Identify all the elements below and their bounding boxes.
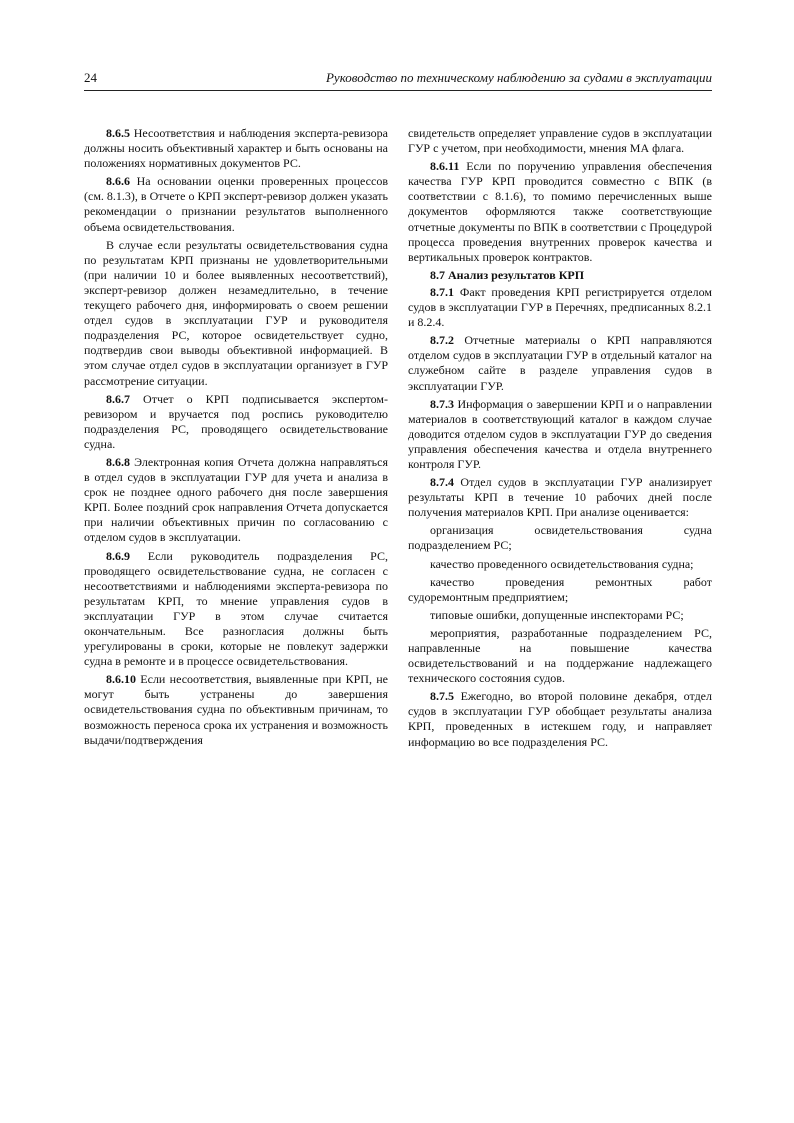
list-item-measures: мероприятия, разработанные подразделением РС, направленные на повышение качества освидетельствований и на поддержание надлежащего технического состояния судов. [408,625,712,686]
paragraph-8-7-2: 8.7.2 Отчетные материалы о КРП направляются отделом судов в эксплуатации ГУР в отдельный каталог на служебном сайте в разделе управления судов в эксплуатации ГУР. [408,333,712,393]
paragraph-8-6-10: 8.6.10 Если несоответствия, выявленные при КРП, не могут быть устранены до завершения освидетельствования судна по объективным причинам, то возможность переноса срока их устранения и возможность выдачи/подтверждения [84,672,388,747]
list-item-organization: организация освидетельствования судна подразделением РС; [408,523,712,553]
page-header [84,70,712,91]
paragraph-8-7-1: 8.7.1 Факт проведения КРП регистрируется отделом судов в эксплуатации ГУР в Перечнях, предписанных 8.2.1 и 8.2.4. [408,284,712,330]
list-item-survey-quality: качество проведенного освидетельствования судна; [430,556,694,571]
paragraph-8-7-5: 8.7.5 Ежегодно, во второй половине декабря, отдел судов в эксплуатации ГУР обобщает результаты анализа КРП, проведенных в истекшем году, и направляет информацию во все подразделения РС. [408,689,712,749]
paragraph-8-6-7: 8.6.7 Отчет о КРП подписывается экспертом-ревизором и вручается под роспись руководителю подразделения РС, проводящего освидетельствование судна. [84,391,388,451]
paragraph-continuation: свидетельств определяет управление судов в эксплуатации ГУР с учетом, при необходимости, мнения МА флага. [408,126,712,156]
paragraph-unsatisfactory-results: В случае если результаты освидетельствования судна по результатам КРП признаны не удовлетворительными (при наличии 10 и более выявленных несоответствий), эксперт-ревизор должен незамедлительно, в течение текущего рабочего дня, информировать о своем решении отдел судов в эксплуатации ГУР и руководителя подразделения РС, которое освидетельствует судно, подтвердив свои выводы объективной информацией. В этом случае отдел судов в эксплуатации организует в ГУР рассмотрение ситуации. [84,237,388,388]
paragraph-8-6-11: 8.6.11 Если по поручению управления обеспечения качества ГУР КРП проводится совместно с ВПК (в соответствии с 8.1.6), то помимо перечисленных выше документов оформляются также соответствующие отчетные документы по ВПК в соответствии с Процедурой процесса проведения внутренних проверок качества и вертикальных проверок контрактов. [408,159,712,264]
paragraph-8-7-4: 8.7.4 Отдел судов в эксплуатации ГУР анализирует результаты КРП в течение 10 рабочих дней после получения материалов КРП. При анализе оценивается: [408,475,712,520]
page-number: 24 [84,70,97,85]
paragraph-8-6-5: 8.6.5 Несоответствия и наблюдения эксперта-ревизора должны носить объективный характер и быть основаны на положениях нормативных документов РС. [84,126,388,171]
paragraph-8-7-3: 8.7.3 Информация о завершении КРП и о направлении материалов в соответствующий каталог в каждом случае доводится отделом судов в эксплуатации ГУР до сведения управления обеспечения качества и отдела внутреннего контроля ГУР. [408,396,712,471]
section-heading-8-7: 8.7 Анализ результатов КРП [430,267,585,282]
paragraph-8-6-8: 8.6.8 Электронная копия Отчета должна направляться в отдел судов в эксплуатации ГУР для учета и анализа в срок не позднее одного рабочего дня после завершения КРП. Более поздний срок направления Отчета допускается при наличии объективных причин по согласованию с отделом судов в эксплуатации. [84,454,388,545]
paragraph-8-6-9: 8.6.9 Если руководитель подразделения РС, проводящего освидетельствование судна, не согласен с несоответствиями и наблюдениями эксперта-ревизора по результатам КРП, то мнение управления судов в эксплуатации ГУР в этом случае считается окончательным. Все разногласия должны быть урегулированы в сроки, которые не повлекут задержки судна в ремонте и в процессе освидетельствования. [84,548,388,669]
left-column [84,126,388,751]
right-column [408,126,712,753]
list-item-typical-errors: типовые ошибки, допущенные инспекторами РС; [430,607,684,622]
list-item-repair-quality: качество проведения ремонтных работ судоремонтным предприятием; [408,574,712,604]
paragraph-8-6-6: 8.6.6 На основании оценки проверенных процессов (см. 8.1.3), в Отчете о КРП эксперт-ревизор должен указать рекомендации о признании результатов выполненного объема освидетельствования. [84,174,388,234]
running-title: Руководство по техническому наблюдению за судами в эксплуатации [325,70,712,85]
